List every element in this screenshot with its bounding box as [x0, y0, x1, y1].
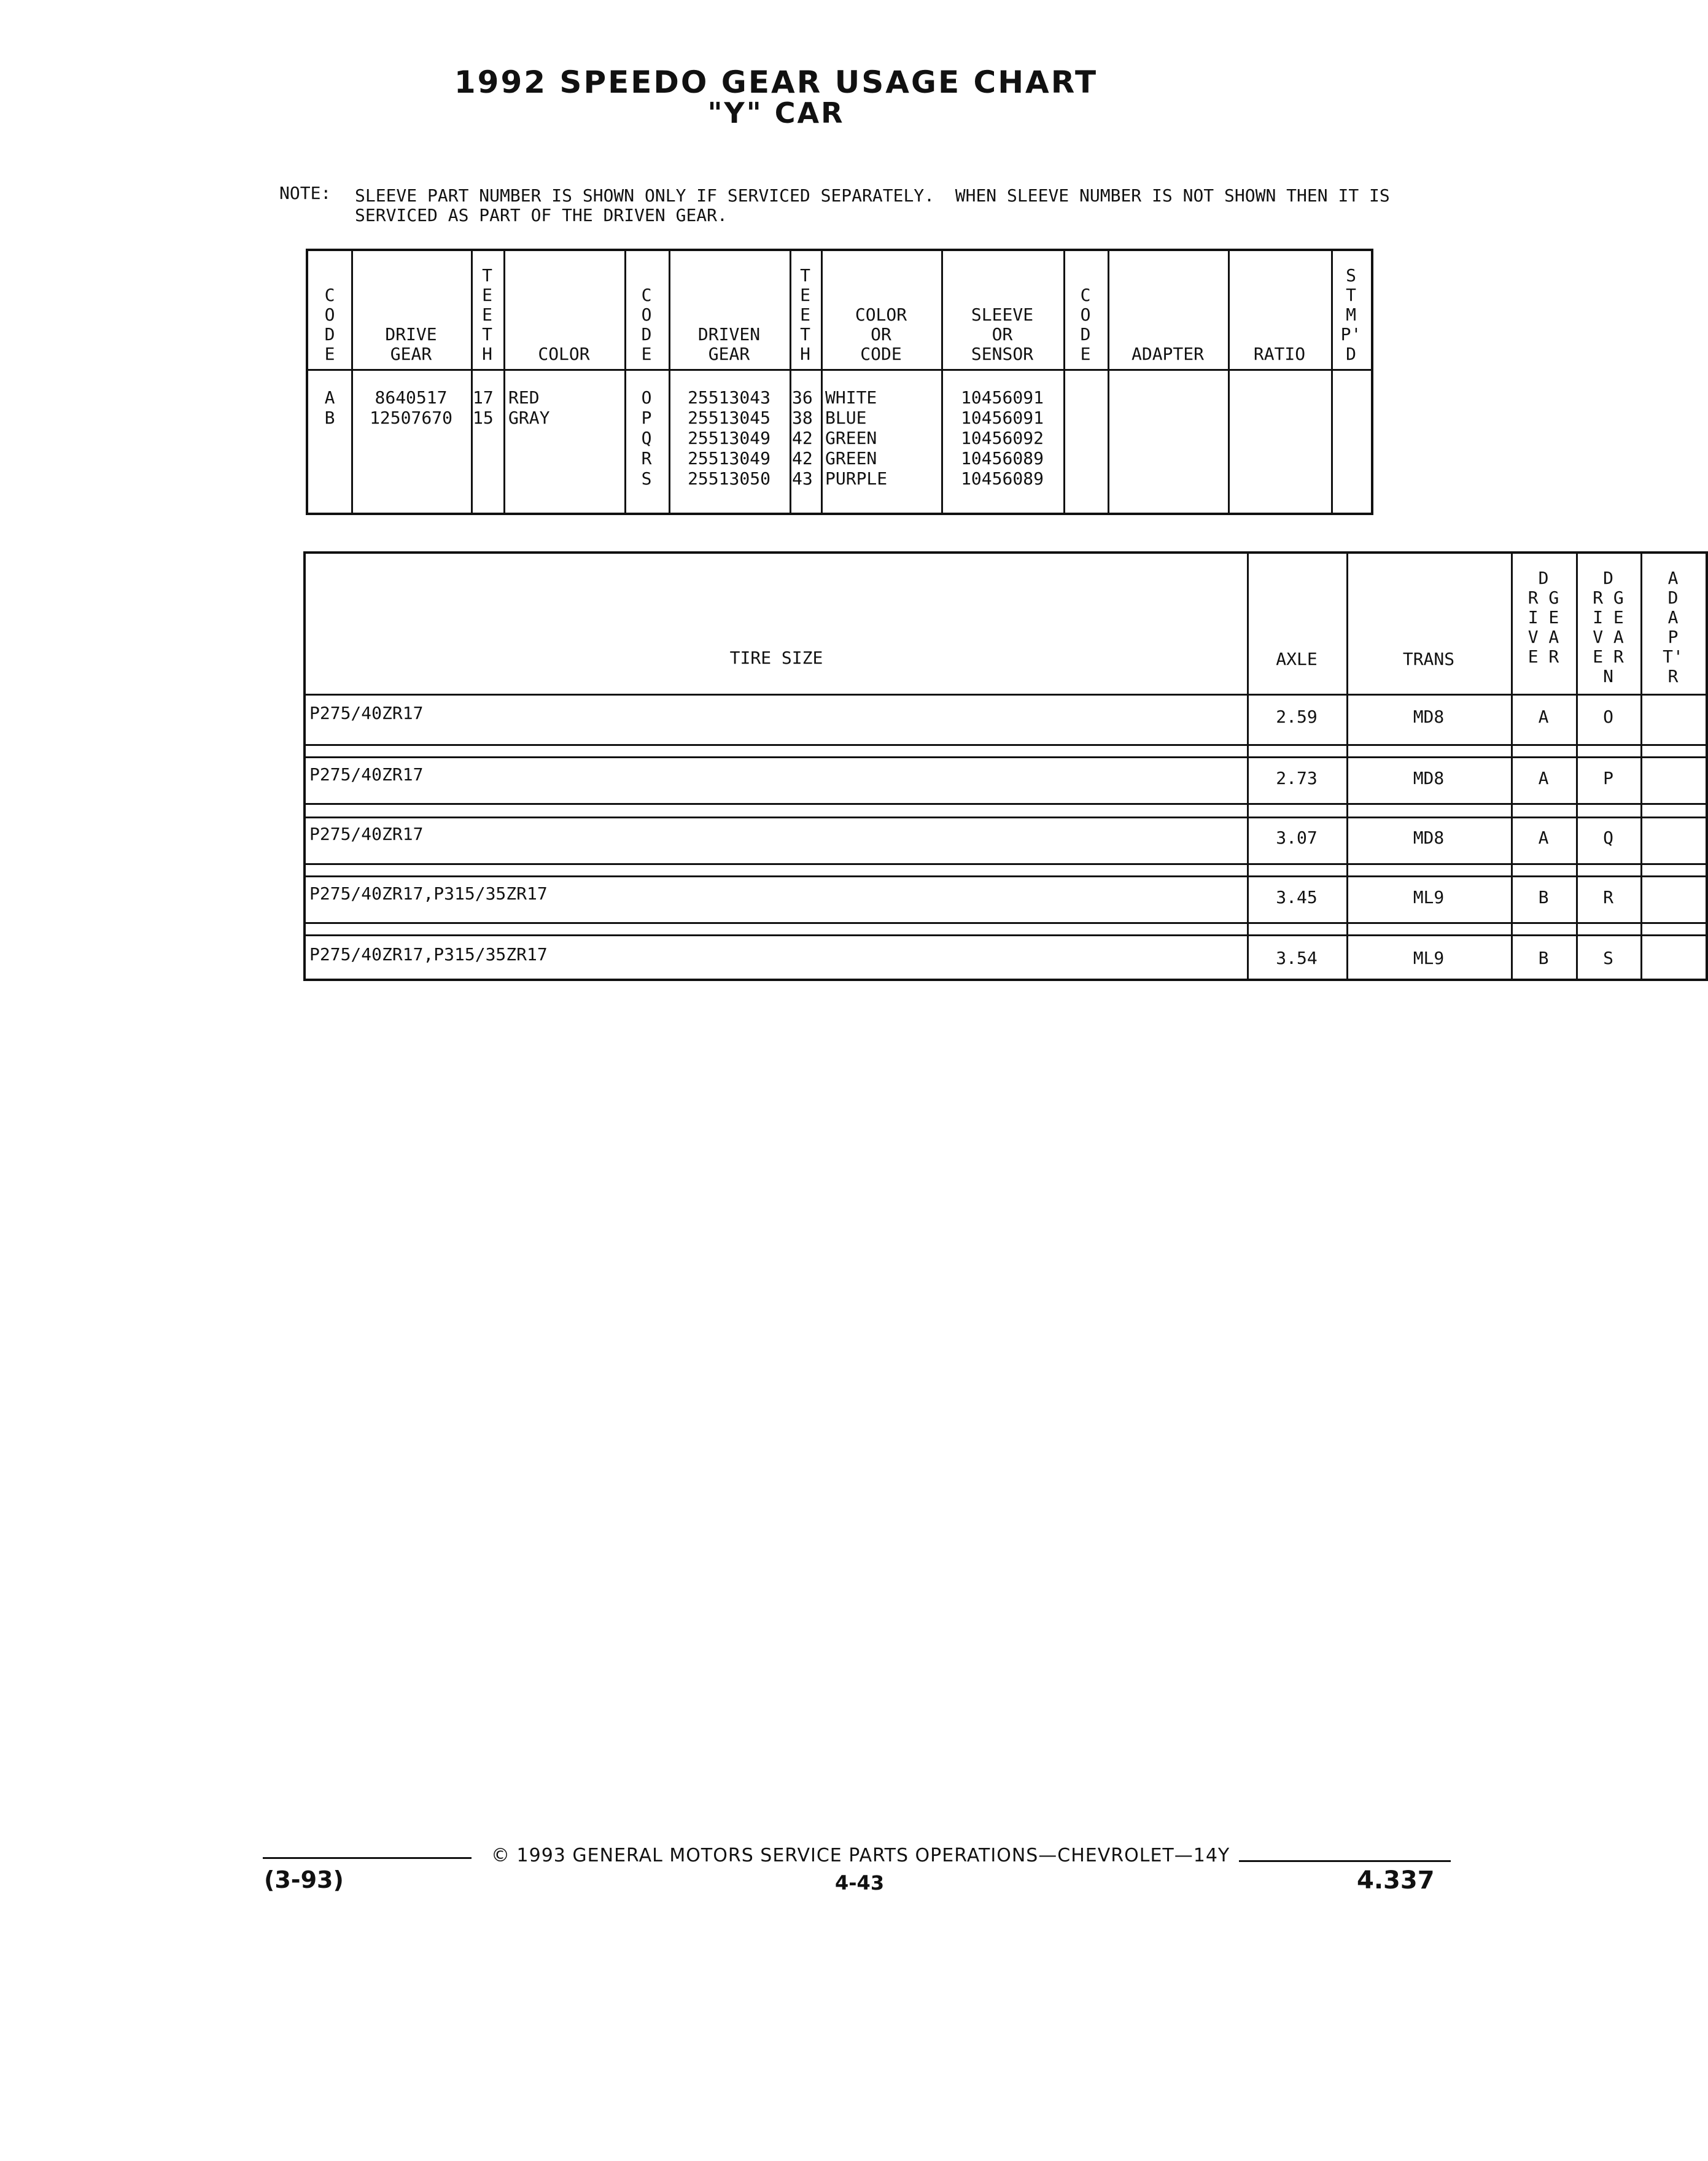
- driven-colors: WHITE BLUE GREEN GREEN PURPLE: [825, 387, 888, 489]
- row-4-drive: B: [1538, 887, 1549, 907]
- header-sleeve-or-sensor: SLEEVE OR SENSOR: [971, 305, 1034, 364]
- header-drive-gear: DRIVE GEAR: [385, 324, 437, 364]
- row-4-trans: ML9: [1413, 887, 1445, 907]
- footer-page-number: 4.337: [1357, 1866, 1435, 1895]
- row-5-tire: P275/40ZR17,P315/35ZR17: [309, 944, 548, 964]
- driven-gears: 25513043 25513045 25513049 25513049 25513050: [688, 387, 771, 489]
- row-4-tire: P275/40ZR17,P315/35ZR17: [309, 883, 548, 904]
- drive-gears: 8640517 12507670: [370, 387, 452, 428]
- page-subtitle: "Y" CAR: [707, 96, 845, 130]
- header-adapter-col: A D A P T' R: [1663, 568, 1683, 686]
- header-color-or-code: COLOR OR CODE: [855, 305, 907, 364]
- row-1-driven: O: [1603, 707, 1613, 727]
- row-2-drive: A: [1538, 768, 1549, 788]
- usage-table: [303, 551, 1708, 981]
- row-5-axle: 3.54: [1276, 948, 1318, 968]
- row-2-tire: P275/40ZR17: [309, 764, 424, 785]
- header-color: COLOR: [538, 344, 590, 364]
- drive-codes: A B: [324, 387, 335, 428]
- row-4-driven: R: [1603, 887, 1613, 907]
- header-stmpd: S T M P' D: [1340, 265, 1362, 364]
- row-4-axle: 3.45: [1276, 887, 1318, 907]
- header-teeth-1: T E E T H: [482, 265, 492, 364]
- footer-copyright: © 1993 GENERAL MOTORS SERVICE PARTS OPERATIONS—CHEVROLET—14Y: [491, 1845, 1230, 1866]
- header-teeth-2: T E E T H: [800, 265, 810, 364]
- driven-codes: O P Q R S: [641, 387, 652, 489]
- row-3-axle: 3.07: [1276, 828, 1318, 848]
- footer-date-code: (3-93): [264, 1866, 344, 1893]
- note-line-2: SERVICED AS PART OF THE DRIVEN GEAR.: [355, 205, 728, 225]
- header-axle: AXLE: [1276, 649, 1318, 669]
- row-2-trans: MD8: [1413, 768, 1445, 788]
- row-3-drive: A: [1538, 828, 1549, 848]
- row-3-tire: P275/40ZR17: [309, 824, 424, 844]
- header-code-2: C O D E: [641, 285, 652, 364]
- header-trans: TRANS: [1402, 649, 1455, 669]
- header-code-1: C O D E: [324, 285, 335, 364]
- header-tire-size: TIRE SIZE: [729, 648, 823, 668]
- row-2-driven: P: [1603, 768, 1613, 788]
- driven-teeth: 36 38 42 42 43: [792, 387, 813, 489]
- gear-table: [306, 249, 1373, 515]
- row-1-trans: MD8: [1413, 707, 1445, 727]
- drive-teeth: 17 15: [473, 387, 494, 428]
- note-line-1: SLEEVE PART NUMBER IS SHOWN ONLY IF SERVICED SEPARATELY. WHEN SLEEVE NUMBER IS NOT SHOWN THEN IT IS: [355, 185, 1390, 206]
- header-adapter: ADAPTER: [1131, 344, 1204, 364]
- row-5-trans: ML9: [1413, 948, 1445, 968]
- note-label: NOTE:: [279, 183, 332, 203]
- row-5-drive: B: [1538, 948, 1549, 968]
- header-driven-gear: DRIVEN GEAR: [697, 324, 761, 364]
- drive-colors: RED GRAY: [508, 387, 550, 428]
- row-1-tire: P275/40ZR17: [309, 703, 424, 723]
- row-1-axle: 2.59: [1276, 707, 1318, 727]
- row-5-driven: S: [1603, 948, 1613, 968]
- header-code-3: C O D E: [1080, 285, 1091, 364]
- row-2-axle: 2.73: [1276, 768, 1318, 788]
- page-title: 1992 SPEEDO GEAR USAGE CHART: [454, 64, 1098, 100]
- header-driven-gear-col: D R G I E V A E R N: [1593, 568, 1624, 686]
- sleeve-numbers: 10456091 10456091 10456092 10456089 10456089: [961, 387, 1044, 489]
- footer-page-center: 4-43: [835, 1871, 885, 1895]
- header-ratio: RATIO: [1253, 344, 1306, 364]
- header-drive-gear-col: D R G I E V A E R: [1527, 568, 1559, 667]
- row-3-driven: Q: [1603, 828, 1613, 848]
- row-1-drive: A: [1538, 707, 1549, 727]
- row-3-trans: MD8: [1413, 828, 1445, 848]
